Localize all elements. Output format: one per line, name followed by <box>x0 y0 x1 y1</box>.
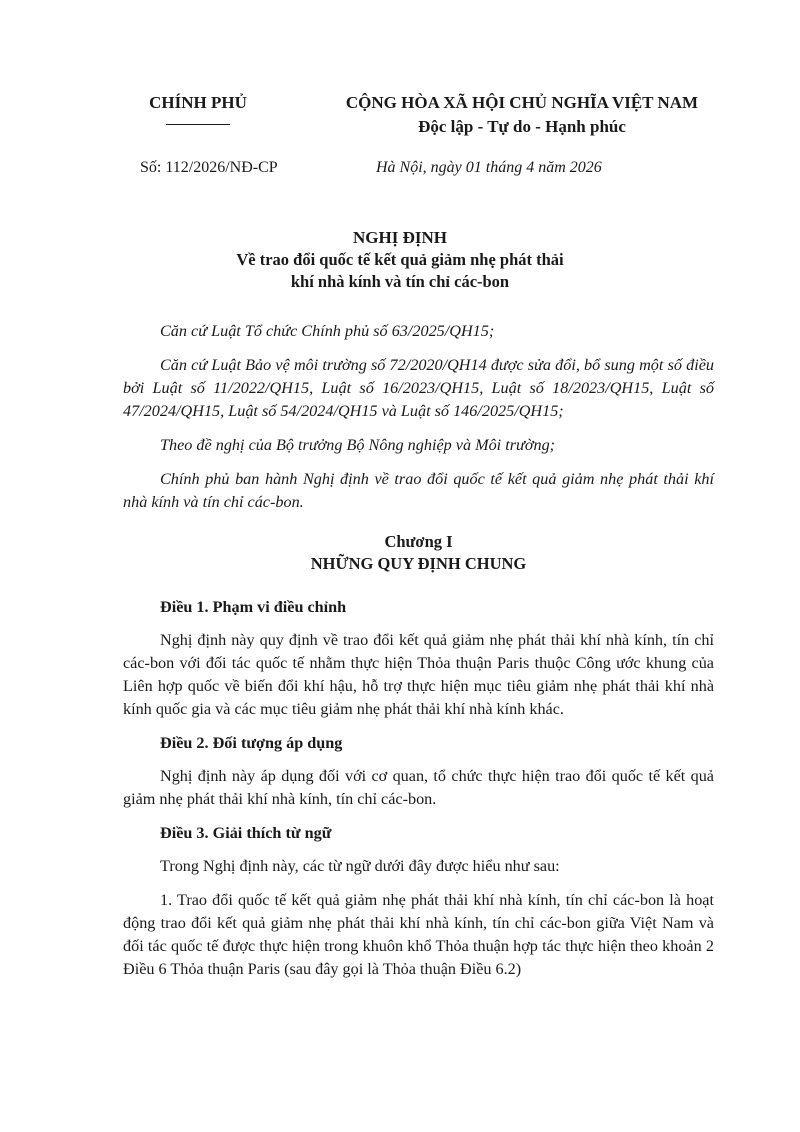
article-title: Điều 1. Phạm vi điều chỉnh <box>160 598 347 616</box>
article-title: Điều 3. Giải thích từ ngữ <box>160 824 332 842</box>
article-item: 1. Trao đổi quốc tế kết quả giảm nhẹ phát thải khí nhà kính, tín chỉ các-bon là hoạt động trao đổi kết quả giảm nhẹ phát thải khí nhà kính, tín chỉ các-bon giữa Việt Nam và đối tác quốc tế được thực hiện trong khuôn khổ Thỏa thuận hợp tác thực hiện theo khoản 2 Điều 6 Thỏa thuận Paris (sau đây gọi là Thỏa thuận Điều 6.2) <box>123 891 714 978</box>
article-title: Điều 2. Đối tượng áp dụng <box>160 734 343 752</box>
agency-name: CHÍNH PHỦ <box>149 93 247 112</box>
agency-block <box>118 92 278 125</box>
chapter-name: NHỮNG QUY ĐỊNH CHUNG <box>310 554 527 573</box>
article-text: Trong Nghị định này, các từ ngữ dưới đây được hiểu như sau: <box>160 857 560 875</box>
title-line-2: khí nhà kính và tín chỉ các-bon <box>290 272 510 291</box>
article-text: Nghị định này áp dụng đối với cơ quan, tổ chức thực hiện trao đổi quốc tế kết quả giảm nhẹ phát thải khí nhà kính, tín chỉ các-bon. <box>123 767 714 808</box>
agency-underline <box>166 124 230 125</box>
place-date: Hà Nội, ngày 01 tháng 4 năm 2026 <box>376 159 602 176</box>
national-motto: Độc lập - Tự do - Hạnh phúc <box>418 117 626 136</box>
preamble-paragraph: Căn cứ Luật Bảo vệ môi trường số 72/2020/QH14 được sửa đổi, bổ sung một số điều bởi Luật số 11/2022/QH15, Luật số 16/2023/QH15, Luật số 18/2023/QH15, Luật số 47/2024/QH15, Luật số 54/2024/QH15 và Luật số 146/2025/QH15; <box>123 356 714 420</box>
document-number: Số: 112/2026/NĐ-CP <box>140 159 278 176</box>
document-body <box>123 320 714 981</box>
preamble-paragraph: Chính phủ ban hành Nghị định về trao đổi quốc tế kết quả giảm nhẹ phát thải khí nhà kính và tín chỉ các-bon. <box>123 470 714 511</box>
title-line-1: Về trao đổi quốc tế kết quả giảm nhẹ phát thải <box>236 250 564 269</box>
chapter-number: Chương I <box>384 532 453 551</box>
document-title <box>100 227 700 293</box>
preamble-paragraph: Theo đề nghị của Bộ trưởng Bộ Nông nghiệp và Môi trường; <box>160 436 556 454</box>
national-header <box>312 92 732 138</box>
article-text: Nghị định này quy định về trao đổi kết quả giảm nhẹ phát thải khí nhà kính, tín chỉ các-bon với đối tác quốc tế nhằm thực hiện Thỏa thuận Paris thuộc Công ước khung của Liên hợp quốc về biến đổi khí hậu, hỗ trợ thực hiện mục tiêu giảm nhẹ phát thải khí nhà kính quốc gia và các mục tiêu giảm nhẹ phát thải khí nhà kính khác. <box>123 631 714 718</box>
preamble-paragraph: Căn cứ Luật Tổ chức Chính phủ số 63/2025/QH15; <box>160 322 495 340</box>
document-type: NGHỊ ĐỊNH <box>353 228 447 247</box>
country-name: CỘNG HÒA XÃ HỘI CHỦ NGHĨA VIỆT NAM <box>345 93 699 112</box>
